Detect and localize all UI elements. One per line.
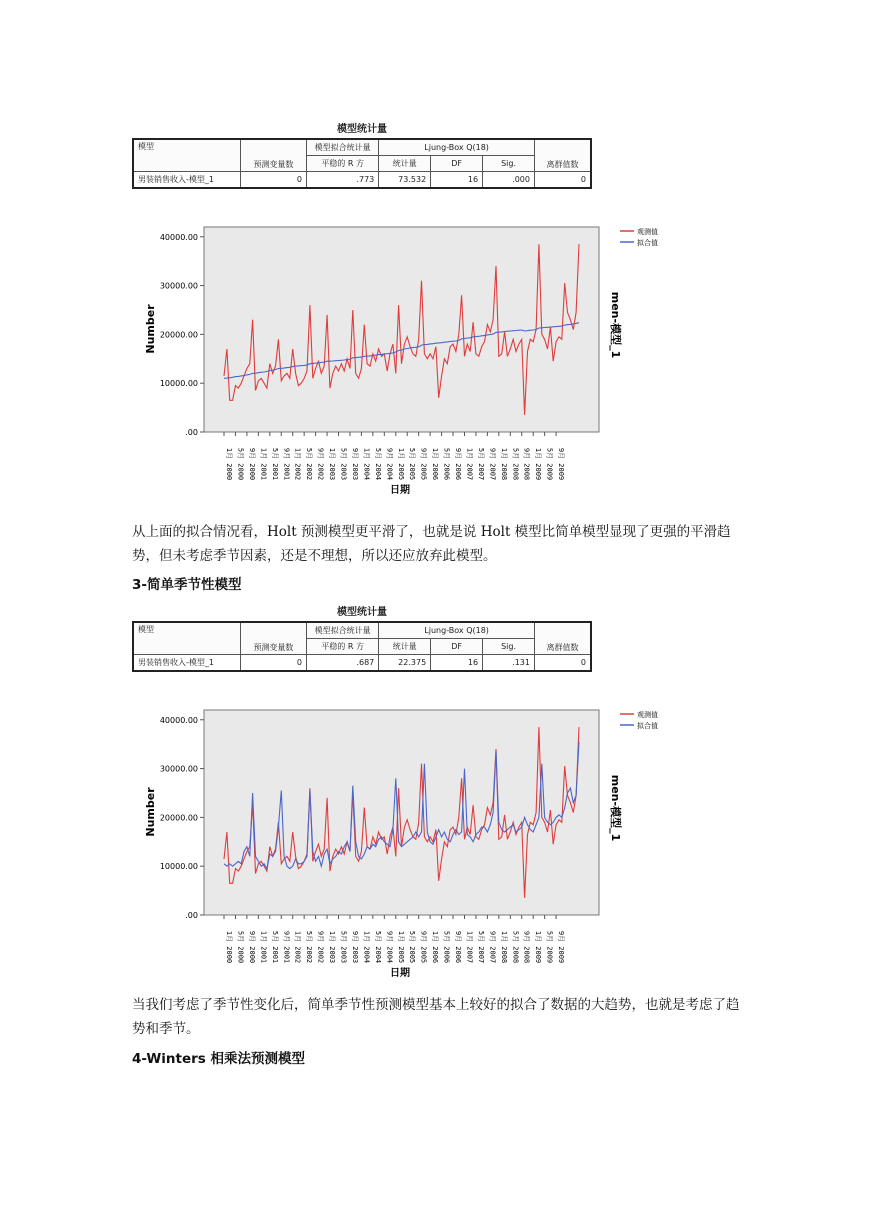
line-chart <box>132 698 668 993</box>
x-tick-label: 1月 2008 <box>499 930 508 964</box>
legend-fit-label: 拟合值 <box>637 722 658 730</box>
x-tick-label: 5月 2002 <box>305 447 314 481</box>
x-tick-label: 1月 2008 <box>499 447 508 481</box>
col-model-header: 模型 <box>133 622 240 655</box>
x-tick-label: 1月 2000 <box>225 447 233 481</box>
x-tick-label: 5月 2000 <box>236 447 245 481</box>
x-tick-label: 5月 2002 <box>305 930 314 964</box>
y-tick-label: 30000.00 <box>159 281 198 291</box>
x-tick-label: 9月 2007 <box>488 447 497 481</box>
x-tick-label: 1月 2006 <box>431 930 440 964</box>
x-tick-label: 1月 2002 <box>293 930 302 964</box>
x-tick-label: 1月 2005 <box>396 447 405 481</box>
col-outliers-header: 离群值数 <box>534 139 591 172</box>
y-tick-label: 40000.00 <box>159 232 198 242</box>
chart-1 <box>132 215 668 510</box>
x-tick-label: 1月 2009 <box>534 447 543 481</box>
stats-block-1 <box>132 120 668 189</box>
col-stat-header: 统计量 <box>379 639 431 655</box>
x-tick-label: 1月 2005 <box>396 930 405 964</box>
x-tick-label: 1月 2004 <box>362 930 371 964</box>
x-tick-label: 5月 2000 <box>236 930 245 964</box>
y-axis-label: Number <box>144 304 157 354</box>
side-series-label: men-模型_1 <box>609 774 622 842</box>
cell-outliers: 0 <box>534 172 591 189</box>
x-tick-label: 1月 2000 <box>225 930 233 964</box>
stats-title: 模型统计量 <box>337 607 387 618</box>
stats-title: 模型统计量 <box>337 124 387 135</box>
x-tick-label: 1月 2006 <box>431 447 440 481</box>
col-predictors-header: 预测变量数 <box>240 622 306 655</box>
x-tick-label: 9月 2006 <box>454 930 463 964</box>
y-tick-label: 10000.00 <box>159 862 198 872</box>
x-tick-label: 9月 2001 <box>282 447 291 481</box>
cell-sig: .000 <box>483 172 535 189</box>
x-tick-label: 5月 2003 <box>339 447 348 481</box>
x-tick-label: 5月 2001 <box>270 930 279 964</box>
x-tick-label: 9月 2002 <box>316 930 325 964</box>
x-tick-label: 1月 2001 <box>259 930 268 964</box>
x-tick-label: 5月 2006 <box>442 447 451 481</box>
chart-2 <box>132 698 668 993</box>
x-tick-label: 1月 2009 <box>534 930 543 964</box>
col-ljung-header: Ljung-Box Q(18) <box>379 622 535 639</box>
cell-rsq: .773 <box>307 172 379 189</box>
x-tick-label: 1月 2007 <box>465 930 474 964</box>
x-tick-label: 5月 2004 <box>373 447 382 481</box>
y-tick-label: .00 <box>185 911 198 920</box>
x-tick-label: 1月 2001 <box>259 447 268 481</box>
x-tick-label: 9月 2003 <box>350 930 359 964</box>
y-tick-label: 40000.00 <box>159 715 198 725</box>
x-tick-label: 9月 2008 <box>522 930 531 964</box>
side-series-label: men-模型_1 <box>609 291 622 359</box>
x-axis-label: 日期 <box>390 968 410 979</box>
col-predictors-header: 预测变量数 <box>240 139 306 172</box>
x-tick-label: 5月 2003 <box>339 930 348 964</box>
paragraph-1: 从上面的拟合情况看，Holt 预测模型更平滑了，也就是说 Holt 模型比简单模型显现了更强的平滑趋势，但未考虑季节因素，还是不理想，所以还应放弃此模型。 <box>132 524 731 564</box>
heading-winters: 4-Winters 相乘法预测模型 <box>132 1051 306 1067</box>
x-tick-label: 9月 2004 <box>385 447 394 481</box>
cell-outliers: 0 <box>534 655 591 672</box>
x-tick-label: 9月 2009 <box>557 447 566 481</box>
x-axis-label: 日期 <box>390 485 410 496</box>
col-fitstats-header: 模型拟合统计量 <box>307 622 379 639</box>
x-tick-label: 5月 2005 <box>408 447 417 481</box>
y-tick-label: 20000.00 <box>159 330 198 340</box>
x-tick-label: 1月 2002 <box>293 447 302 481</box>
y-tick-label: 30000.00 <box>159 764 198 774</box>
x-tick-label: 9月 2001 <box>282 930 291 964</box>
x-tick-label: 9月 2000 <box>247 447 256 481</box>
col-sig-header: Sig. <box>483 639 535 655</box>
x-tick-label: 9月 2005 <box>419 930 428 964</box>
cell-predictors: 0 <box>240 172 306 189</box>
y-tick-label: .00 <box>185 428 198 437</box>
cell-model: 男装销售收入-模型_1 <box>133 655 240 672</box>
stats-table <box>132 138 592 189</box>
y-tick-label: 10000.00 <box>159 379 198 389</box>
cell-stat: 22.375 <box>379 655 431 672</box>
col-df-header: DF <box>431 156 483 172</box>
col-model-header: 模型 <box>133 139 240 172</box>
x-tick-label: 5月 2007 <box>476 447 485 481</box>
x-tick-label: 9月 2008 <box>522 447 531 481</box>
stats-block-2 <box>132 603 668 672</box>
x-tick-label: 1月 2003 <box>328 447 337 481</box>
heading-simple-seasonal: 3-简单季节性模型 <box>132 577 242 593</box>
x-tick-label: 9月 2006 <box>454 447 463 481</box>
x-tick-label: 5月 2009 <box>545 930 554 964</box>
paragraph-2: 当我们考虑了季节性变化后，简单季节性预测模型基本上较好的拟合了数据的大趋势，也就是考虑了趋势和季节。 <box>132 997 740 1037</box>
col-fitstats-header: 模型拟合统计量 <box>307 139 379 156</box>
x-tick-label: 5月 2007 <box>476 930 485 964</box>
x-tick-label: 5月 2005 <box>408 930 417 964</box>
legend-observed-label: 观测值 <box>637 711 658 719</box>
col-ljung-header: Ljung-Box Q(18) <box>379 139 535 156</box>
cell-df: 16 <box>431 655 483 672</box>
cell-sig: .131 <box>483 655 535 672</box>
x-tick-label: 9月 2002 <box>316 447 325 481</box>
x-tick-label: 5月 2006 <box>442 930 451 964</box>
col-rsq-header: 平稳的 R 方 <box>307 156 379 172</box>
x-tick-label: 1月 2004 <box>362 447 371 481</box>
cell-df: 16 <box>431 172 483 189</box>
x-tick-label: 9月 2005 <box>419 447 428 481</box>
y-axis-label: Number <box>144 787 157 837</box>
col-df-header: DF <box>431 639 483 655</box>
x-tick-label: 9月 2004 <box>385 930 394 964</box>
x-tick-label: 5月 2008 <box>511 447 520 481</box>
x-tick-label: 5月 2009 <box>545 447 554 481</box>
y-tick-label: 20000.00 <box>159 813 198 823</box>
line-chart <box>132 215 668 510</box>
cell-rsq: .687 <box>307 655 379 672</box>
cell-model: 男装销售收入-模型_1 <box>133 172 240 189</box>
x-tick-label: 9月 2003 <box>350 447 359 481</box>
x-tick-label: 9月 2000 <box>247 930 256 964</box>
x-tick-label: 9月 2009 <box>557 930 566 964</box>
cell-stat: 73.532 <box>379 172 431 189</box>
x-tick-label: 9月 2007 <box>488 930 497 964</box>
x-tick-label: 5月 2001 <box>270 447 279 481</box>
x-tick-label: 5月 2008 <box>511 930 520 964</box>
x-tick-label: 5月 2004 <box>373 930 382 964</box>
x-tick-label: 1月 2007 <box>465 447 474 481</box>
legend-observed-label: 观测值 <box>637 228 658 236</box>
x-tick-label: 1月 2003 <box>328 930 337 964</box>
cell-predictors: 0 <box>240 655 306 672</box>
col-sig-header: Sig. <box>483 156 535 172</box>
legend-fit-label: 拟合值 <box>637 239 658 247</box>
stats-table <box>132 621 592 672</box>
col-rsq-header: 平稳的 R 方 <box>307 639 379 655</box>
col-stat-header: 统计量 <box>379 156 431 172</box>
col-outliers-header: 离群值数 <box>534 622 591 655</box>
